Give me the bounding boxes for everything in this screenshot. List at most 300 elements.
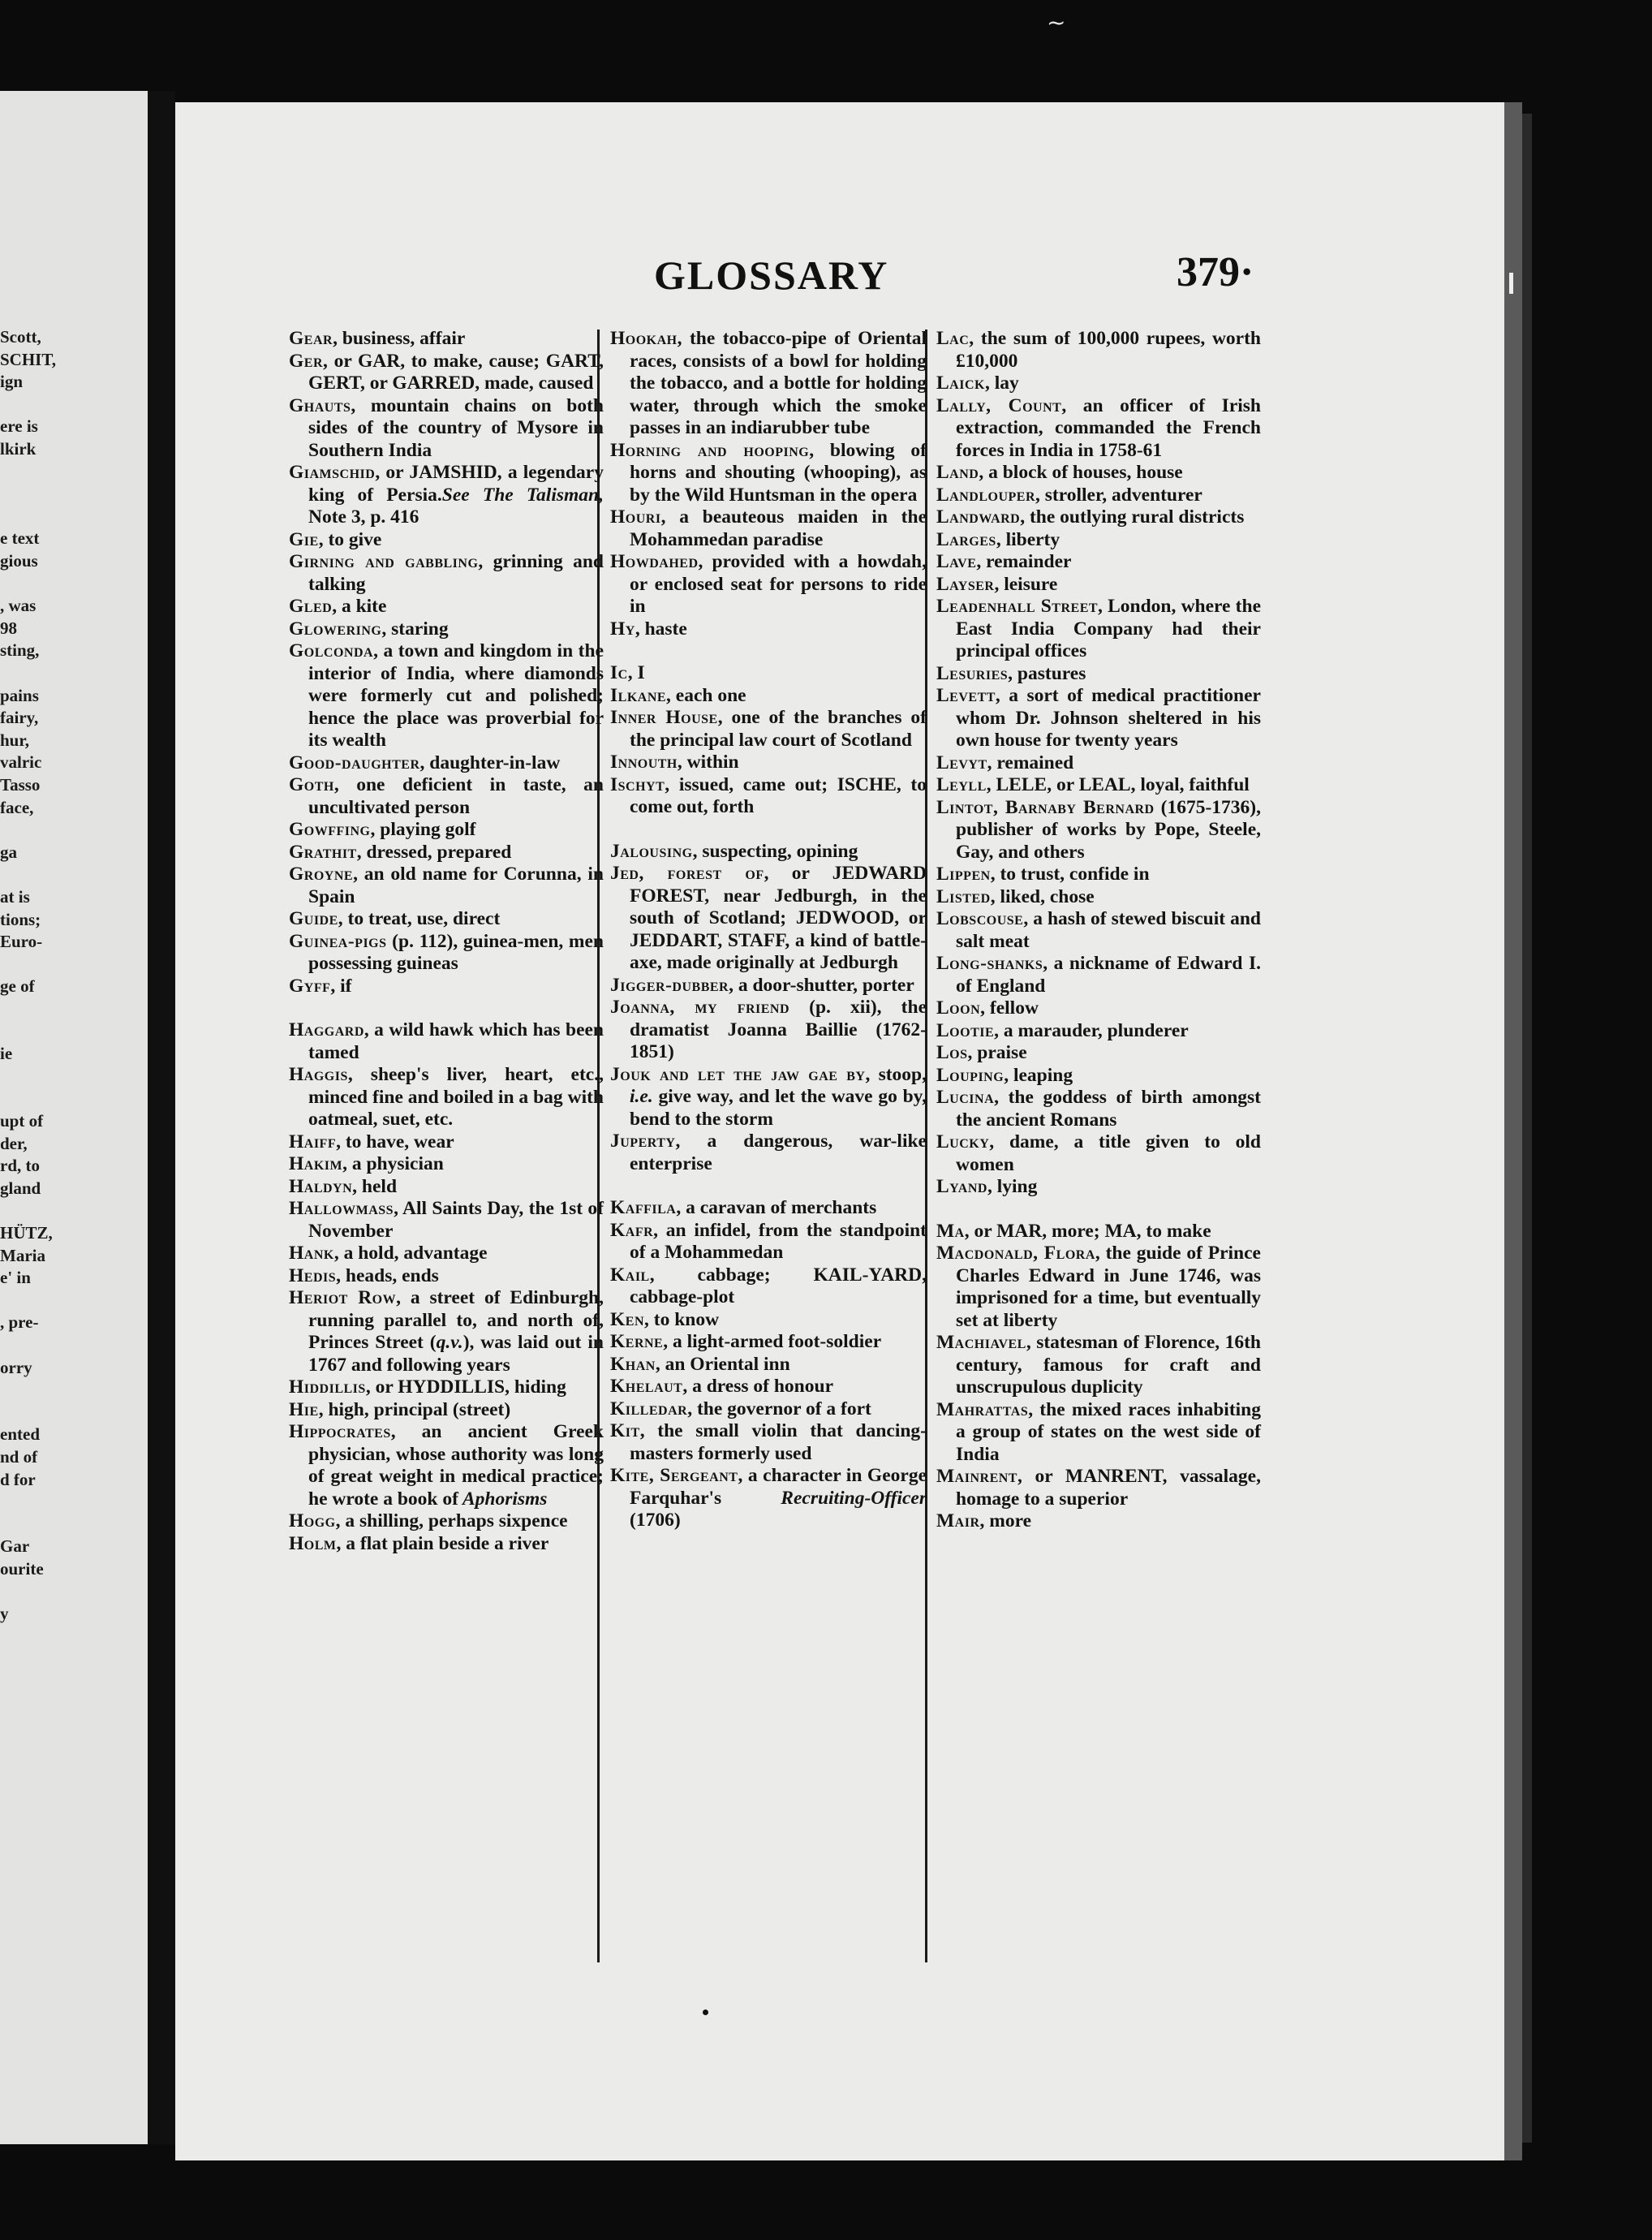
page-edge-shadow (1522, 114, 1532, 2143)
glossary-entry (289, 931, 604, 976)
facing-page-fragment: lkirk (0, 439, 37, 459)
facing-page-fragment: e text (0, 528, 40, 549)
definition: , a beauteous maiden in the Mohammedan paradise (630, 506, 927, 550)
headword: Kite, Sergeant (610, 1465, 738, 1486)
headword: Lesuries (936, 662, 1009, 684)
headword: Laick (936, 373, 985, 394)
glossary-page (175, 102, 1504, 2160)
glossary-entry (289, 395, 604, 463)
headword: Khan (610, 1353, 656, 1375)
headword: Machiavel (936, 1332, 1026, 1353)
glossary-entry (289, 1533, 604, 1556)
definition: , a hash of stewed biscuit and salt meat (956, 908, 1261, 952)
glossary-entry (610, 1420, 927, 1465)
definition: , a character in George Farquhar's (630, 1465, 927, 1509)
glossary-entry (936, 462, 1261, 485)
definition: , or HYDDILLIS, hiding (365, 1376, 566, 1398)
glossary-entry (610, 1331, 927, 1354)
glossary-entry (610, 774, 927, 819)
glossary-entry (610, 685, 927, 708)
headword: Killedar (610, 1398, 688, 1419)
definition: (p. xii), the dramatist Joanna Baillie (1762-1851) (630, 997, 927, 1062)
definition: , a dangerous, war-like enterprise (630, 1131, 927, 1174)
glossary-entry (936, 574, 1261, 597)
facing-page-fragment: , pre- (0, 1312, 39, 1333)
glossary-entry (936, 663, 1261, 686)
facing-page-fragment: valric (0, 752, 42, 773)
facing-page-fragment: gious (0, 551, 38, 571)
headword: Joanna, my friend (610, 997, 790, 1018)
facing-page-fragment: rd, to (0, 1156, 40, 1176)
definition: , high, principal (street) (318, 1398, 511, 1420)
headword: Haggis (289, 1064, 348, 1085)
italic-reference: See The Talisman, (441, 484, 604, 506)
definition: , liked, chose (990, 885, 1095, 907)
headword: Landward (936, 506, 1021, 528)
headword: Guinea-pigs (289, 930, 387, 952)
definition: , if (330, 975, 352, 997)
section-gap (610, 1175, 927, 1197)
headword: Lobscouse (936, 908, 1024, 929)
headword: Heriot Row (289, 1287, 397, 1308)
headword: Hogg (289, 1510, 336, 1531)
glossary-entry (610, 1398, 927, 1421)
headword: Khelaut (610, 1376, 683, 1397)
headword: Haldyn (289, 1175, 353, 1197)
glossary-entry (610, 440, 927, 507)
glossary-entry (936, 1087, 1261, 1131)
facing-page-fragment: HÜTZ, (0, 1223, 53, 1243)
definition: , one of the branches of the principal law court of Scotland (630, 707, 927, 751)
definition: , held (352, 1175, 398, 1197)
headword: Hank (289, 1243, 334, 1264)
headword: Leadenhall Street (936, 596, 1099, 617)
definition: , sheep's liver, heart, etc., minced fine and boiled in a bag with oatmeal, suet, etc. (308, 1064, 604, 1130)
facing-page-fragment: , was (0, 596, 37, 616)
facing-page-fragment: Tasso (0, 775, 41, 795)
headword: Giamschid (289, 462, 376, 483)
definition: , to trust, confide in (990, 864, 1150, 885)
headword: Ger (289, 350, 324, 372)
headword: Lyand (936, 1176, 987, 1197)
headword: Macdonald, Flora (936, 1243, 1095, 1264)
headword: Golconda (289, 640, 374, 661)
facing-page-fragment: 98 (0, 618, 17, 638)
glossary-entry (936, 953, 1261, 997)
headword: Long-shanks (936, 953, 1043, 974)
facing-page-fragment: ourite (0, 1559, 44, 1579)
headword: Kail (610, 1264, 650, 1286)
headword: Lac (936, 328, 970, 349)
facing-page-fragment: nd of (0, 1447, 38, 1467)
headword: Kit (610, 1420, 640, 1441)
definition: , stroller, adventurer (1035, 484, 1202, 506)
glossary-entry (289, 752, 604, 775)
glossary-entry (936, 1332, 1261, 1399)
headword: Landlouper (936, 484, 1036, 506)
definition: , a town and kingdom in the interior of India, where diamonds were formerly cut and polished; hence the place was proverbial for its wealth (308, 640, 604, 751)
headword: Jed, forest of (610, 863, 764, 884)
headword: Houri (610, 506, 661, 528)
headword: Hookah (610, 328, 678, 349)
glossary-entry (610, 1354, 927, 1376)
glossary-entry (936, 997, 1261, 1020)
headword: Glowering (289, 618, 382, 640)
glossary-entry (610, 551, 927, 618)
headword: Gear (289, 328, 333, 349)
definition: , or JEDWARD FOREST, near Jedburgh, in the south of Scotland; JEDWOOD, or JEDDART, STAFF, a kind of battle-axe, made originally at Jedburgh (630, 863, 927, 973)
definition: , suspecting, opining (692, 840, 858, 862)
headword: Haiff (289, 1131, 337, 1152)
headword: Mair (936, 1510, 980, 1531)
glossary-entry (289, 976, 604, 998)
headword: Girning and gabbling (289, 551, 479, 572)
glossary-entry (289, 529, 604, 552)
definition: , to give (318, 528, 382, 550)
definition: , a kite (332, 596, 387, 617)
facing-page-fragment: at is (0, 887, 30, 907)
definition: (p. 112), guinea-men, men possessing guineas (308, 930, 604, 974)
definition: , the mixed races inhabiting a group of states on the west side of India (956, 1398, 1261, 1465)
definition: , the sum of 100,000 rupees, worth £10,000 (956, 328, 1261, 372)
facing-page-fragment: upt of (0, 1111, 44, 1131)
definition: , praise (967, 1042, 1027, 1063)
headword: Holm (289, 1532, 337, 1554)
definition: , remained (987, 752, 1074, 773)
headword: Gie (289, 528, 319, 550)
facing-page-fragment: pains (0, 685, 39, 705)
glossary-entry (610, 1220, 927, 1264)
definition-tail: ), was laid out in 1767 and following years (308, 1332, 604, 1376)
headword: Hiddillis (289, 1376, 366, 1398)
headword: Hallowmass (289, 1198, 394, 1219)
glossary-entry (936, 1042, 1261, 1065)
definition: , a wild hawk which has been tamed (308, 1019, 604, 1063)
headword: Levyt (936, 752, 987, 773)
definition: , a shilling, perhaps sixpence (335, 1510, 568, 1531)
glossary-entry (289, 1376, 604, 1399)
headword: Lucky (936, 1131, 990, 1152)
definition-tail: (1706) (630, 1510, 681, 1531)
glossary-entry (936, 328, 1261, 373)
facing-page-fragment: ge of (0, 976, 35, 997)
definition: , each one (666, 684, 746, 706)
facing-page-fragment: ga (0, 842, 17, 862)
headword: Hippocrates (289, 1421, 391, 1442)
definition-tail: give way, and let the wave go by, bend to the storm (630, 1086, 927, 1130)
facing-page-fragment: Scott, (0, 327, 41, 347)
definition: , more (979, 1510, 1032, 1531)
glossary-entry (289, 1243, 604, 1265)
facing-page-fragment: hur, (0, 730, 30, 750)
definition: (1675-1736), publisher of works by Pope, Steele, Gay, and others (956, 796, 1261, 863)
italic-reference: i.e. (630, 1086, 653, 1107)
headword: Lippen (936, 864, 991, 885)
glossary-entry (289, 864, 604, 908)
glossary-entry (289, 1019, 604, 1064)
glossary-entry (936, 485, 1261, 507)
glossary-entry (610, 1376, 927, 1398)
facing-page-edge (0, 91, 148, 2144)
definition: , pastures (1008, 662, 1086, 684)
definition: , an ancient Greek physician, whose authority was long of great weight in medical practice; he wrote a book of (308, 1421, 604, 1510)
headword: Kerne (610, 1331, 664, 1352)
glossary-entry (289, 1176, 604, 1199)
headword: Horning and hooping (610, 439, 810, 461)
headword: Gled (289, 596, 333, 617)
glossary-entry (610, 997, 927, 1064)
glossary-entry (936, 685, 1261, 752)
definition: , a marauder, plunderer (994, 1019, 1189, 1041)
facing-page-fragment: gland (0, 1178, 41, 1198)
definition: , a caravan of merchants (676, 1197, 877, 1218)
headword: Loon (936, 997, 981, 1019)
definition: , dame, a title given to old women (956, 1131, 1261, 1175)
facing-page-fragment: fairy, (0, 708, 39, 728)
glossary-entry (289, 1131, 604, 1154)
italic-reference: q.v. (436, 1332, 463, 1353)
glossary-entry (289, 596, 604, 618)
headword: Ischyt (610, 773, 665, 795)
definition: , a sort of medical practitioner whom Dr. Johnson sheltered in his own house for twenty years (956, 685, 1261, 751)
facing-page-fragment: SCHIT, (0, 349, 57, 369)
headword: Howdahed (610, 551, 699, 572)
edge-mark (1509, 273, 1513, 294)
glossary-entry (289, 1510, 604, 1533)
glossary-entry (289, 1399, 604, 1422)
definition: , a flat plain beside a river (336, 1532, 549, 1554)
definition: , playing golf (370, 819, 476, 840)
definition: , one deficient in taste, an uncultivated person (308, 774, 604, 818)
glossary-entry (936, 1399, 1261, 1467)
glossary-entry (936, 864, 1261, 886)
definition: , daughter-in-law (419, 752, 561, 773)
headword: Ghauts (289, 394, 351, 416)
glossary-entry (289, 842, 604, 864)
glossary-column-2 (610, 328, 927, 1532)
glossary-entry (289, 819, 604, 842)
glossary-entry (936, 774, 1261, 797)
headword: Hedis (289, 1264, 337, 1286)
glossary-entry (610, 1197, 927, 1220)
definition: , a light-armed foot-soldier (663, 1331, 882, 1352)
glossary-entry (936, 529, 1261, 552)
headword: Jalousing (610, 840, 693, 862)
headword: Groyne (289, 864, 354, 885)
definition: , lying (987, 1176, 1038, 1197)
headword: Gyff (289, 975, 331, 997)
glossary-entry (289, 1421, 604, 1510)
glossary-entry (936, 1020, 1261, 1043)
section-gap (289, 997, 604, 1019)
definition: , haste (635, 618, 687, 640)
definition: , an Oriental inn (655, 1353, 790, 1375)
definition: , lay (984, 373, 1019, 394)
headword: Lintot, Barnaby Bernard (936, 796, 1155, 818)
definition: , mountain chains on both sides of the country of Mysore in Southern India (308, 394, 604, 461)
facing-page-fragment: ented (0, 1424, 40, 1445)
glossary-entry (936, 1221, 1261, 1243)
glossary-entry (936, 596, 1261, 663)
glossary-entry (610, 506, 927, 551)
facing-page-fragment: Gar (0, 1536, 30, 1557)
scan-speck: ~ (1047, 9, 1066, 36)
glossary-entry (610, 1465, 927, 1532)
glossary-entry (936, 1065, 1261, 1088)
headword: Mainrent (936, 1466, 1017, 1487)
glossary-entry (936, 395, 1261, 463)
definition: , issued, came out; ISCHE, to come out, forth (630, 773, 927, 817)
headword: Layser (936, 573, 995, 595)
glossary-entry (610, 1064, 927, 1131)
glossary-entry (936, 752, 1261, 775)
glossary-entry (936, 1510, 1261, 1533)
definition: , business, affair (333, 328, 466, 349)
glossary-entry (936, 373, 1261, 395)
definition: , within (677, 752, 739, 773)
definition: , a nickname of Edward I. of England (956, 953, 1261, 997)
facing-page-fragment: ere is (0, 416, 38, 437)
headword: Leyll (936, 774, 987, 795)
headword: Ic (610, 662, 628, 683)
facing-page-fragment: tions; (0, 909, 41, 929)
definition: , to have, wear (336, 1131, 454, 1152)
glossary-entry (610, 1131, 927, 1175)
glossary-entry (289, 328, 604, 351)
headword: Goth (289, 774, 334, 795)
glossary-entry (289, 908, 604, 931)
glossary-entry (936, 797, 1261, 864)
glossary-entry (610, 707, 927, 752)
headword: Listed (936, 885, 991, 907)
headword: Inner House (610, 707, 718, 728)
facing-page-fragment: d for (0, 1469, 36, 1489)
headword: Hie (289, 1398, 319, 1420)
glossary-entry (289, 1064, 604, 1131)
headword: Good-daughter (289, 752, 420, 773)
definition: , the governor of a fort (687, 1398, 871, 1419)
definition: , a physician (342, 1153, 444, 1174)
glossary-column-3 (936, 328, 1261, 1533)
definition: , heads, ends (336, 1264, 439, 1286)
glossary-entry (289, 774, 604, 819)
headword: Jouk and let the jaw gae by (610, 1063, 866, 1085)
glossary-entry (289, 351, 604, 395)
headword: Guide (289, 908, 338, 929)
glossary-entry (936, 1131, 1261, 1176)
definition: , staring (381, 618, 449, 640)
glossary-entry (289, 551, 604, 596)
headword: Grathit (289, 841, 357, 863)
definition: , or MAR, more; MA, to make (964, 1220, 1211, 1242)
definition: , remainder (976, 551, 1072, 572)
headword: Louping (936, 1064, 1005, 1086)
definition: , the outlying rural districts (1020, 506, 1245, 528)
glossary-entry (289, 1265, 604, 1288)
definition: , or GAR, to make, cause; GART, GERT, or GARRED, made, caused (308, 350, 604, 394)
glossary-entry (936, 886, 1261, 909)
definition: , leaping (1004, 1064, 1073, 1086)
definition: , a block of houses, house (979, 462, 1183, 483)
glossary-entry (610, 662, 927, 685)
definition: , All Saints Day, the 1st of November (308, 1198, 604, 1242)
definition: , a door-shutter, porter (729, 974, 914, 996)
headword: Lally, Count (936, 394, 1062, 416)
glossary-entry (610, 841, 927, 864)
glossary-entry (289, 1198, 604, 1243)
definition: , the small violin that dancing-masters formerly used (630, 1420, 927, 1464)
italic-reference: Aphorisms (458, 1488, 548, 1510)
headword: Hy (610, 618, 635, 640)
glossary-entry (610, 863, 927, 975)
headword: Land (936, 462, 979, 483)
headword: Larges (936, 528, 996, 550)
glossary-entry (289, 1287, 604, 1376)
glossary-entry (289, 618, 604, 641)
headword: Ma (936, 1220, 965, 1242)
definition: , a dress of honour (682, 1376, 833, 1397)
section-gap (610, 819, 927, 841)
glossary-entry (610, 618, 927, 641)
definition: , leisure (994, 573, 1058, 595)
facing-page-fragment: y (0, 1604, 9, 1624)
glossary-entry (936, 908, 1261, 953)
running-head: GLOSSARY (654, 252, 889, 298)
facing-page-fragment: ign (0, 372, 24, 392)
headword: Jigger-dubber (610, 974, 729, 996)
definition: , an infidel, from the standpoint of a Mohammedan (630, 1219, 927, 1263)
glossary-entry (936, 551, 1261, 574)
headword: Lucina (936, 1087, 995, 1108)
definition: , an officer of Irish extraction, commanded the French forces in India in 1758-61 (956, 394, 1261, 461)
headword: Mahrattas (936, 1398, 1029, 1420)
facing-page-fragment: sting, (0, 640, 40, 661)
definition: , liberty (996, 528, 1060, 550)
definition: , or MANRENT, vassalage, homage to a superior (956, 1466, 1261, 1510)
headword: Hakim (289, 1153, 343, 1174)
section-gap (610, 640, 927, 662)
glossary-entry (289, 640, 604, 752)
facing-page-fragment: e' in (0, 1268, 31, 1288)
facing-page-fragment: Maria (0, 1245, 45, 1265)
book-gutter (148, 91, 175, 2144)
glossary-column-1 (289, 328, 604, 1555)
headword: Kafr (610, 1219, 654, 1241)
definition: , the guide of Prince Charles Edward in June 1746, was imprisoned for a time, but eventually set at liberty (956, 1243, 1261, 1331)
headword: Ken (610, 1308, 645, 1330)
glossary-entry (610, 1264, 927, 1309)
ink-speck (703, 2010, 708, 2015)
definition: , to treat, use, direct (338, 908, 501, 929)
glossary-entry (289, 1153, 604, 1176)
section-gap (936, 1199, 1261, 1221)
page-edge (1504, 102, 1522, 2160)
facing-page-fragment: der, (0, 1133, 28, 1153)
headword: Haggard (289, 1019, 364, 1040)
definition: , the tobacco-pipe of Oriental races, consists of a bowl for holding the tobacco, and a bottle for holding water, through which the smoke passes in an indiarubber tube (630, 328, 927, 438)
headword: Ilkane (610, 684, 667, 706)
facing-page-fragment: Euro- (0, 932, 43, 952)
headword: Juperty (610, 1131, 676, 1152)
glossary-entry (936, 1176, 1261, 1199)
definition-tail: Note 3, p. 416 (308, 506, 419, 528)
definition: , I (627, 662, 645, 683)
definition: , grinning and talking (308, 551, 604, 595)
definition: , stoop, (865, 1063, 927, 1085)
page-number: 379· (1177, 249, 1254, 295)
glossary-entry (610, 752, 927, 774)
definition: , to know (644, 1308, 720, 1330)
